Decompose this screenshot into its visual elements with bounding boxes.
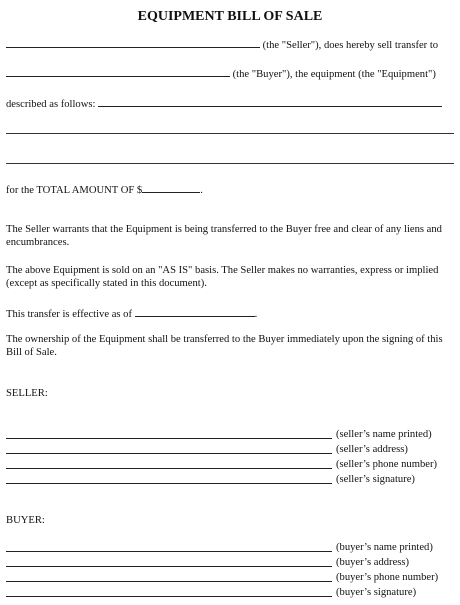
seller-clause-line (6, 37, 438, 52)
buyer-address-line[interactable] (6, 556, 332, 567)
effective-line (6, 306, 257, 321)
buyer-signature-line[interactable] (6, 586, 332, 597)
as-is-paragraph: The above Equipment is sold on an "AS IS" basis. The Seller makes no warranties, express or implied (except as specifically stated in this document). (6, 265, 439, 289)
buyer-name-blank[interactable] (6, 66, 230, 77)
description-line-2[interactable] (6, 133, 454, 134)
ownership-paragraph: The ownership of the Equipment shall be transferred to the Buyer immediately upon the signing of this Bill of Sale. (6, 334, 443, 358)
buyer-name-line[interactable] (6, 541, 332, 552)
document-title: EQUIPMENT BILL OF SALE (137, 9, 323, 24)
described-line (6, 96, 442, 111)
buyer-signature-label: (buyer’s signature) (336, 587, 417, 598)
seller-clause-text: (the "Seller"), does hereby sell transfer to (262, 40, 439, 51)
total-amount-blank[interactable] (142, 182, 200, 193)
buyer-clause-text: (the "Buyer"), the equipment (the "Equipment") (232, 69, 436, 80)
warranty-paragraph: The Seller warrants that the Equipment is being transferred to the Buyer free and clear of any liens and encumbrances. (6, 224, 442, 248)
seller-address-label: (seller’s address) (336, 444, 408, 455)
seller-phone-line[interactable] (6, 458, 332, 469)
seller-signature-label: (seller’s signature) (336, 474, 415, 485)
total-suffix: . (200, 185, 203, 196)
buyer-clause-line (6, 66, 436, 81)
buyer-phone-line[interactable] (6, 571, 332, 582)
seller-heading: SELLER: (6, 388, 48, 399)
effective-suffix: . (254, 309, 258, 320)
buyer-heading: BUYER: (6, 515, 45, 526)
equipment-description-blank[interactable] (98, 96, 442, 107)
seller-name-blank[interactable] (6, 37, 260, 48)
described-label: described as follows: (6, 99, 96, 110)
description-line-3[interactable] (6, 163, 454, 164)
buyer-name-label: (buyer’s name printed) (336, 542, 433, 553)
seller-phone-label: (seller’s phone number) (336, 459, 438, 470)
total-label: for the TOTAL AMOUNT OF $ (6, 185, 143, 196)
total-amount-line (6, 182, 203, 197)
seller-name-label: (seller’s name printed) (336, 429, 432, 440)
seller-name-line[interactable] (6, 428, 332, 439)
buyer-address-label: (buyer’s address) (336, 557, 410, 568)
effective-date-blank[interactable] (135, 306, 255, 317)
effective-label: This transfer is effective as of (6, 309, 132, 320)
seller-address-line[interactable] (6, 443, 332, 454)
buyer-phone-label: (buyer’s phone number) (336, 572, 439, 583)
seller-signature-line[interactable] (6, 473, 332, 484)
